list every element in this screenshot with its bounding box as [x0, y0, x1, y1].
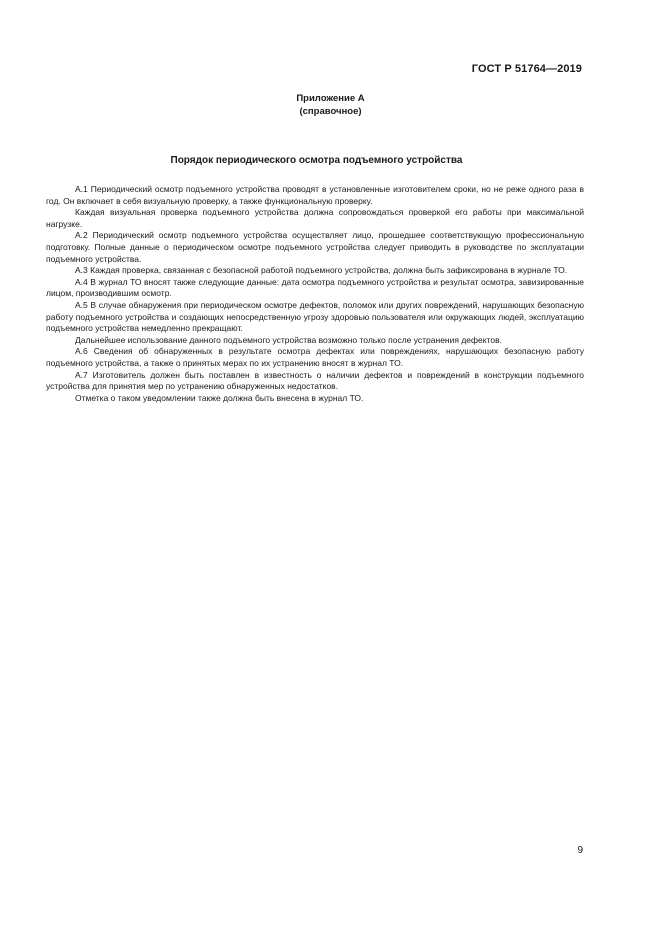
paragraph-a4: А.4 В журнал ТО вносят также следующие данные: дата осмотра подъемного устройства и результат осмотра, завизированные лицом, производившим осмотр. [46, 276, 584, 299]
appendix-subtitle: (справочное) [299, 106, 362, 117]
paragraph-a7: А.7 Изготовитель должен быть поставлен в известность о наличии дефектов и повреждений в конструкции подъемного устройства для принятия мер по устранению обнаруженных недостатков. [46, 369, 584, 392]
paragraph-a3: А.3 Каждая проверка, связанная с безопасной работой подъемного устройства, должна быть зафиксирована в журнале ТО. [75, 265, 568, 276]
page-number: 9 [577, 845, 583, 856]
paragraph-a6: А.6 Сведения об обнаруженных в результате осмотра дефектах или повреждениях, нарушающих безопасную работу подъемного устройства, а также о принятых мерах по их устранению вносят в журнал ТО. [46, 346, 584, 368]
section-title: Порядок периодического осмотра подъемного устройства [170, 155, 463, 166]
paragraph-a5-cont: Дальнейшее использование данного подъемного устройства возможно только после устранения дефектов. [75, 334, 502, 345]
paragraph-a1-cont: Каждая визуальная проверка подъемного устройства должна сопровождаться проверкой его работы при максимальной нагрузке. [46, 207, 584, 229]
document-header-id: ГОСТ Р 51764—2019 [471, 63, 582, 75]
appendix-title: Приложение А [296, 93, 365, 104]
paragraph-a5: А.5 В случае обнаружения при периодическом осмотре дефектов, поломок или других повреждений, нарушающих безопасную работу подъемного устройства и создающих непосредственную угрозу здоровью пользователя или окружающих людей, эксплуатацию подъемного устройства немедленно прекращают. [46, 299, 584, 334]
body-text [46, 184, 584, 404]
paragraph-a7-cont: Отметка о таком уведомлении также должна быть внесена в журнал ТО. [75, 392, 364, 403]
paragraph-a1: А.1 Периодический осмотр подъемного устройства проводят в установленные изготовителем сроки, но не реже одного раза в год. Он включает в себя визуальную проверку, а также функциональную проверку. [46, 184, 584, 206]
paragraph-a2: А.2 Периодический осмотр подъемного устройства осуществляет лицо, прошедшее соответствующую профессиональную подготовку. Полные данные о периодическом осмотре подъемного устройства следует приводить в руководстве по эксплуатации подъемного устройства. [46, 230, 584, 264]
